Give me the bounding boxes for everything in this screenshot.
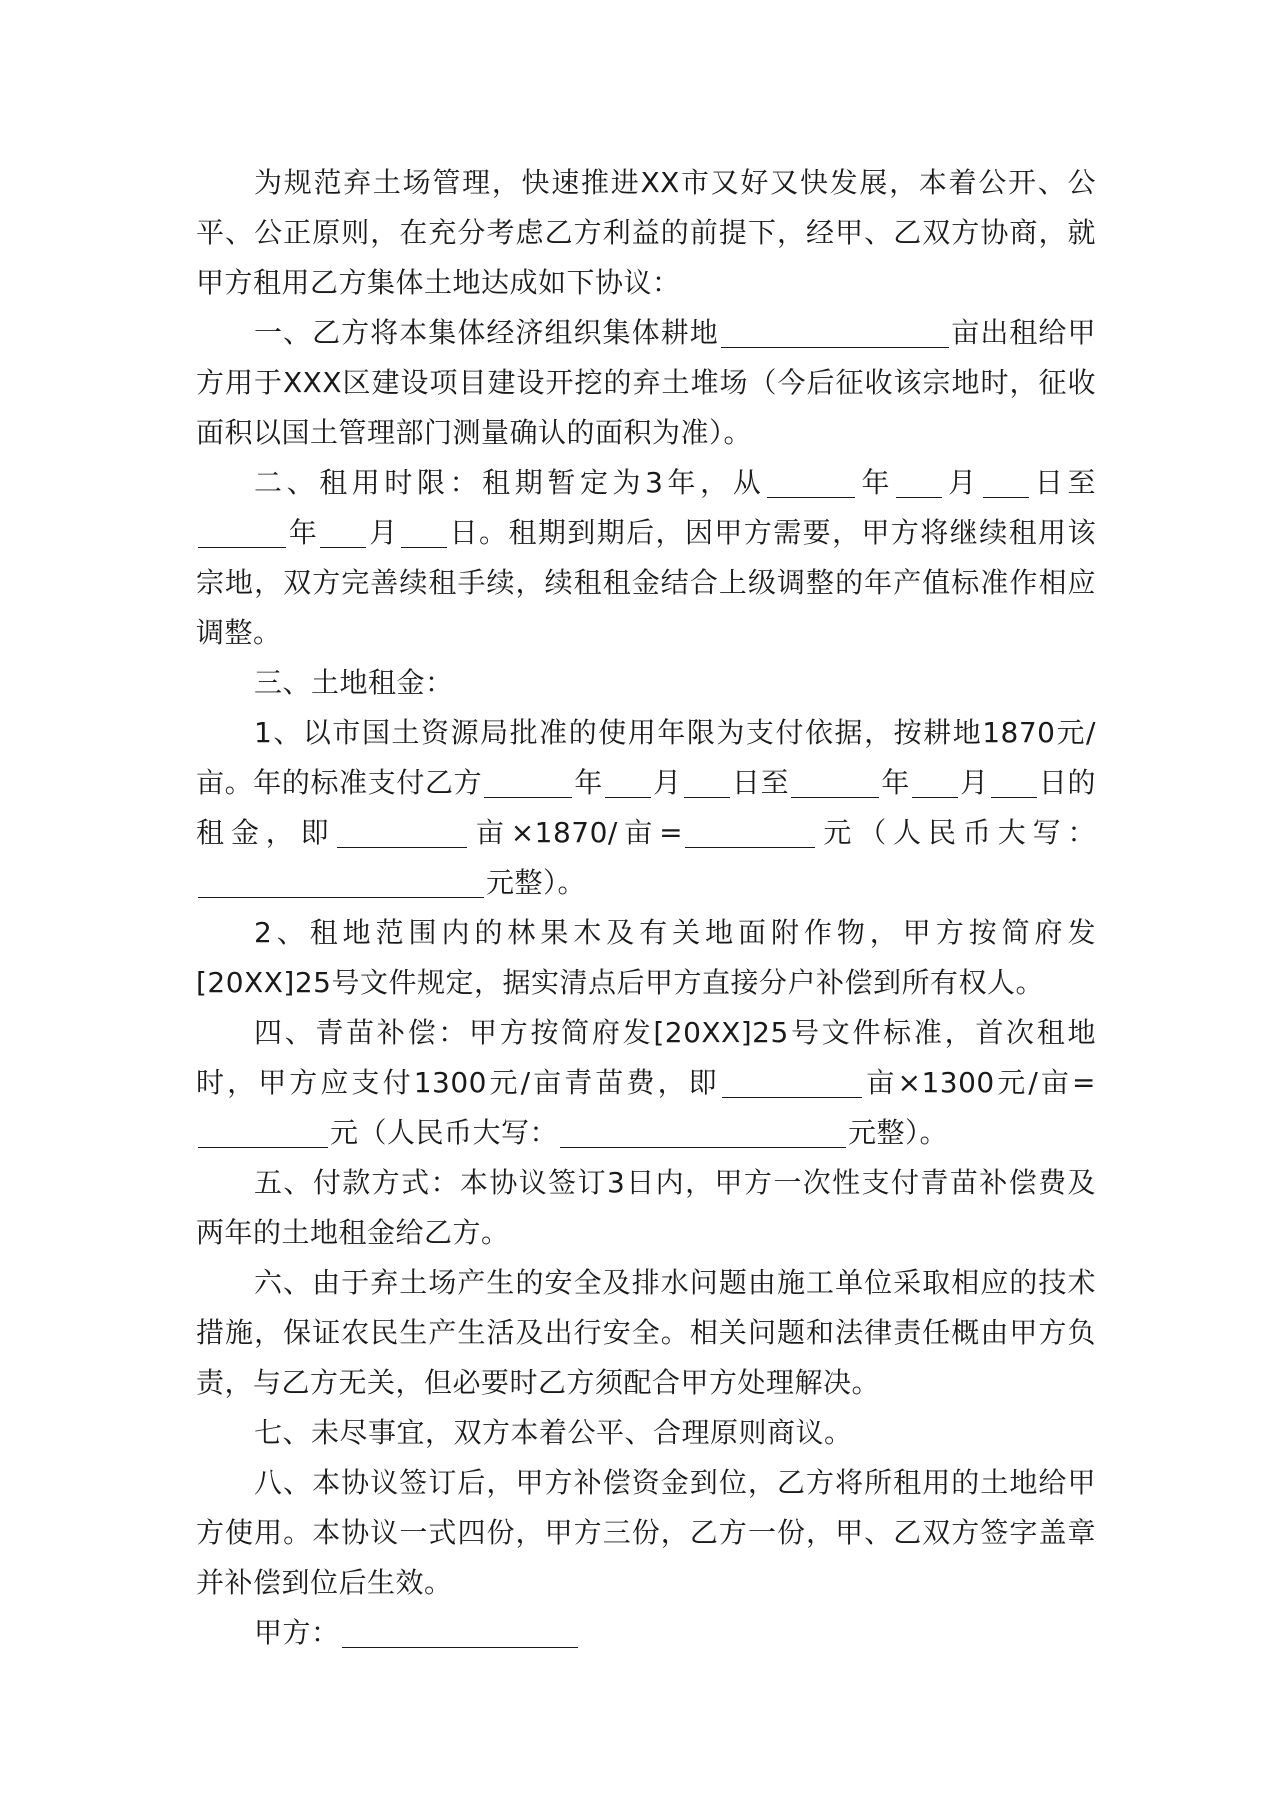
clause-1 — [196, 308, 1096, 458]
end-day-blank — [401, 517, 447, 548]
clause-4-text-b: 亩×1300元/亩= — [863, 1066, 1096, 1099]
clause-4-text-d: 元整）。 — [848, 1116, 949, 1149]
clause-4-text-c: 元（人民币大写： — [330, 1116, 559, 1149]
clause-3-1-text-a: 1、以市国土资源局批准的使用年限为支付依据，按耕地1870元/亩。年的标准支付乙方 — [196, 716, 1096, 799]
rent-start-day-blank — [684, 767, 730, 798]
rent-start-month-blank — [605, 767, 651, 798]
to-label: 至 — [760, 766, 790, 799]
clause-7 — [196, 1408, 1096, 1458]
clause-8-text: 八、本协议签订后，甲方补偿资金到位，乙方将所租用的土地给甲方使用。本协议一式四份，甲方三份，乙方一份，甲、乙双方签字盖章并补偿到位后生效。 — [196, 1466, 1096, 1599]
rent-end-day-blank — [991, 767, 1037, 798]
clause-4 — [196, 1008, 1096, 1158]
year-label: 年 — [881, 766, 910, 799]
clause-5-text: 五、付款方式：本协议签订3日内，甲方一次性支付青苗补偿费及两年的土地租金给乙方。 — [196, 1166, 1096, 1249]
rent-amount-words-blank — [198, 867, 484, 898]
party-a-signature — [196, 1608, 1096, 1658]
clause-1-text-b: 亩出租给甲方用于XXX区建设项目建设开挖的弃土堆场（今后征收该宗地时，征收面积以国土管理部门测量确认的面积为准）。 — [196, 316, 1096, 449]
crop-amount-blank — [198, 1117, 328, 1148]
clause-5 — [196, 1158, 1096, 1258]
clause-3-2 — [196, 908, 1096, 1008]
clause-2-text-b: 日。租期到期后，因甲方需要，甲方将继续租用该宗地，双方完善续租手续，续租租金结合上级调整的年产值标准作相应调整。 — [196, 516, 1096, 649]
intro-paragraph — [196, 158, 1096, 308]
crop-amount-words-blank — [560, 1117, 846, 1148]
document-body — [196, 158, 1096, 1658]
clause-8 — [196, 1458, 1096, 1608]
year-label: 年 — [288, 516, 319, 549]
clause-3-1-text-d: 元（人民币大写： — [817, 816, 1096, 849]
year-label: 年 — [857, 466, 895, 499]
year-label: 年 — [574, 766, 604, 799]
crop-area-blank — [722, 1067, 862, 1098]
to-label: 至 — [1067, 466, 1096, 499]
start-year-blank — [767, 467, 855, 498]
clause-1-text-a: 一、乙方将本集体经济组织集体耕地 — [254, 316, 719, 349]
month-label: 月 — [959, 766, 989, 799]
party-a-signature-line — [342, 1617, 578, 1648]
rent-area-blank — [337, 817, 467, 848]
clause-4-text-a: 四、青苗补偿：甲方按简府发[20XX]25号文件标准，首次租地时，甲方应支付1300元/亩青苗费，即 — [196, 1016, 1096, 1099]
rent-end-year-blank — [791, 767, 879, 798]
area-blank — [721, 317, 949, 348]
clause-3-1-text-c: 亩×1870/亩= — [469, 816, 684, 849]
month-label: 月 — [944, 466, 981, 499]
rent-start-year-blank — [484, 767, 572, 798]
end-month-blank — [320, 517, 366, 548]
clause-3-2-text: 2、租地范围内的林果木及有关地面附作物，甲方按简府发[20XX]25号文件规定，据实清点后甲方直接分户补偿到所有权人。 — [196, 916, 1096, 999]
day-label: 日 — [1030, 466, 1068, 499]
clause-3-heading-text: 三、土地租金： — [254, 666, 454, 699]
month-label: 月 — [653, 766, 682, 799]
clause-3-1 — [196, 708, 1096, 908]
clause-6 — [196, 1258, 1096, 1408]
day-label: 日 — [731, 766, 761, 799]
clause-3-1-text-e: 元整）。 — [486, 866, 587, 899]
clause-2-text-a: 二、租用时限：租期暂定为3年，从 — [254, 466, 766, 499]
start-month-blank — [896, 467, 942, 498]
clause-3-heading — [196, 658, 1096, 708]
start-day-blank — [983, 467, 1029, 498]
clause-7-text: 七、未尽事宜，双方本着公平、合理原则商议。 — [254, 1416, 853, 1449]
clause-2 — [196, 458, 1096, 658]
clause-3-1-text-b: 日的租金，即 — [196, 766, 1096, 849]
intro-text: 为规范弃土场管理，快速推进XX市又好又快发展，本着公开、公平、公正原则，在充分考虑乙方利益的前提下，经甲、乙双方协商，就甲方租用乙方集体土地达成如下协议： — [196, 166, 1096, 299]
rent-amount-blank — [685, 817, 815, 848]
clause-6-text: 六、由于弃土场产生的安全及排水问题由施工单位采取相应的技术措施，保证农民生产生活及出行安全。相关问题和法律责任概由甲方负责，与乙方无关，但必要时乙方须配合甲方处理解决。 — [196, 1266, 1096, 1399]
party-a-label: 甲方： — [254, 1616, 340, 1649]
end-year-blank — [198, 517, 286, 548]
rent-end-month-blank — [912, 767, 958, 798]
month-label: 月 — [368, 516, 399, 549]
